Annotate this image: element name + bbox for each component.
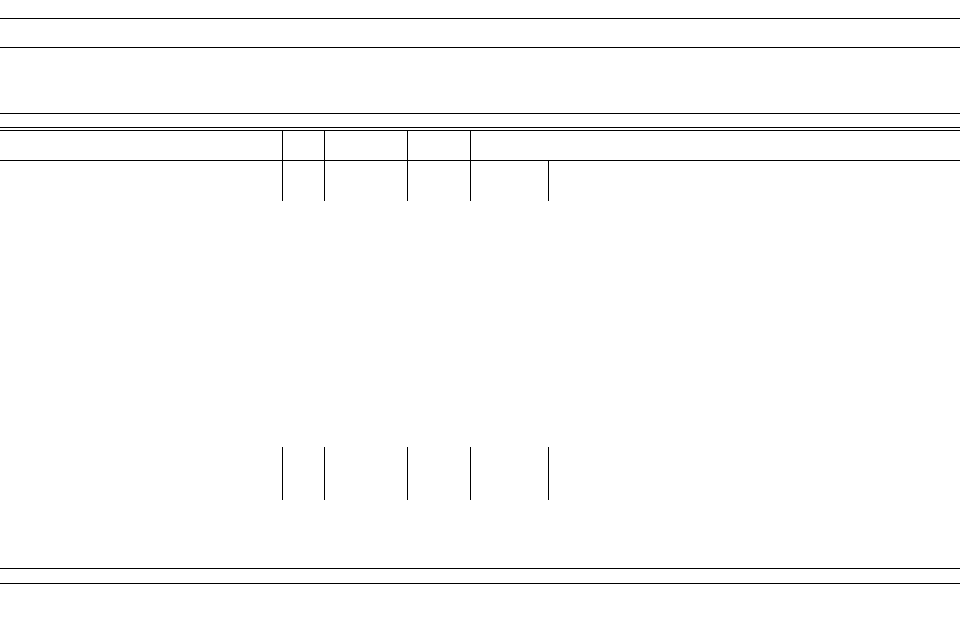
column-line bbox=[470, 161, 471, 201]
column-line bbox=[407, 447, 408, 500]
column-line bbox=[470, 447, 471, 500]
rule-line bbox=[0, 47, 960, 48]
column-line bbox=[282, 161, 283, 201]
rule-line bbox=[0, 18, 960, 19]
rule-line bbox=[0, 130, 960, 131]
rule-line bbox=[0, 160, 960, 161]
column-line bbox=[548, 161, 549, 201]
column-line bbox=[282, 447, 283, 500]
rule-line bbox=[0, 113, 960, 114]
column-line bbox=[282, 131, 283, 160]
rule-line bbox=[0, 568, 960, 569]
column-line bbox=[470, 131, 471, 160]
column-line bbox=[548, 447, 549, 500]
column-line bbox=[407, 131, 408, 160]
column-line bbox=[407, 161, 408, 201]
column-line bbox=[324, 131, 325, 160]
rule-line bbox=[0, 583, 960, 584]
column-line bbox=[324, 447, 325, 500]
rule-line bbox=[0, 127, 960, 128]
column-line bbox=[324, 161, 325, 201]
